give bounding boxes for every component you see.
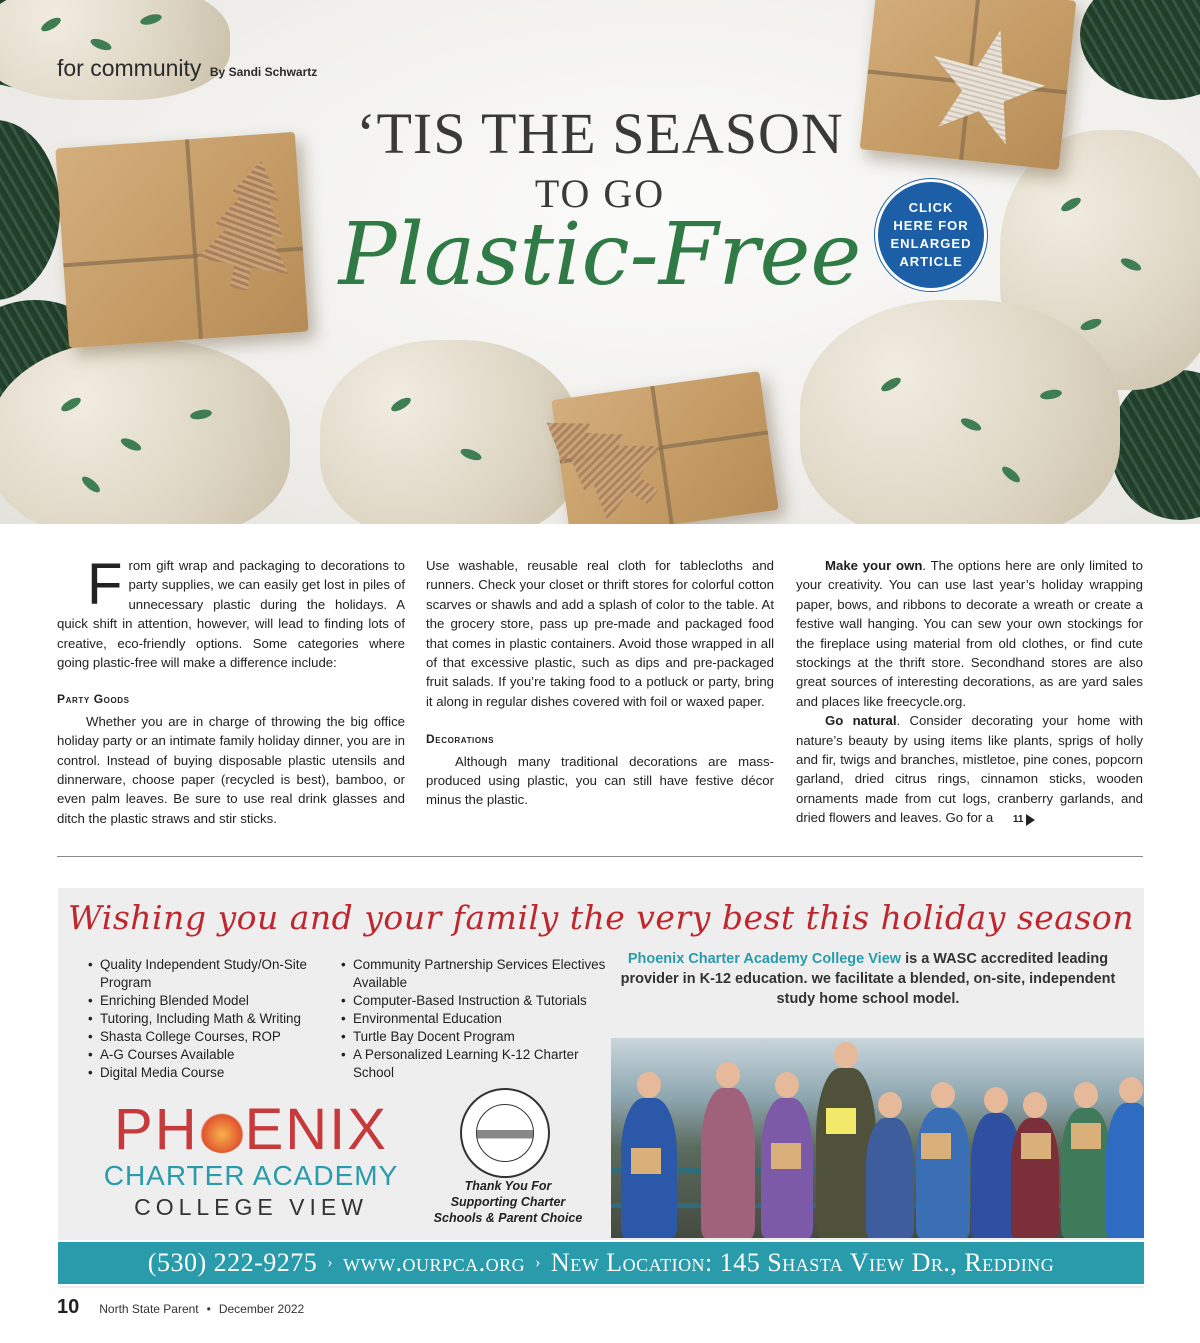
page-number: 10 xyxy=(57,1296,80,1318)
wasc-seal-icon xyxy=(460,1088,550,1178)
publication-name: North State Parent xyxy=(99,1302,199,1316)
ad-headline: Wishing you and your family the very best this holiday season xyxy=(67,898,1135,937)
student-figure xyxy=(701,1088,755,1238)
student-figure xyxy=(866,1118,914,1238)
ad-contact-bar xyxy=(58,1240,1144,1286)
article-title-line3: Plastic-Free xyxy=(338,205,862,305)
students-photo xyxy=(611,1038,1144,1238)
subheading-party-goods: Party Goods xyxy=(57,692,130,707)
pine-branch-decoration xyxy=(0,120,60,300)
article-column-1 xyxy=(57,552,405,828)
article-column-3 xyxy=(796,556,1143,830)
list-item: • Community Partnership Services Electives Available xyxy=(341,956,611,992)
ad-brand-name: Phoenix Charter Academy College View xyxy=(627,951,902,967)
issue-date: December 2022 xyxy=(218,1302,305,1316)
section-divider xyxy=(57,856,1143,857)
advertisement[interactable] xyxy=(58,888,1144,1288)
article-intro: rom gift wrap and packaging to decorations to party supplies, we can easily get lost in piles of unnecessary plastic during the holidays. A quick shift in attention, however, will lead to finding lots of creative, eco-friendly options. Some categories where going plastic-free will make a difference include: xyxy=(57,558,405,671)
enlarge-article-button[interactable] xyxy=(875,179,987,291)
student-figure xyxy=(916,1108,970,1238)
ad-website[interactable]: www.ourpca.org xyxy=(343,1248,526,1277)
logo-campus: COLLEGE VIEW xyxy=(134,1194,368,1220)
article-paragraph: Whether you are in charge of throwing the big office holiday party or an intimate family holiday dinner, you are in control. Instead of buying disposable plastic utensils and dinnerware, choose paper (recycled is best), bamboo, or even palm leaves. Be sure to use real drink glasses and ditch the plastic straws and stir sticks. xyxy=(57,713,405,826)
list-item: • Computer-Based Instruction & Tutorials xyxy=(341,992,611,1010)
phoenix-bird-icon xyxy=(199,1107,245,1153)
page-footer xyxy=(57,1296,304,1319)
ad-feature-list xyxy=(341,956,611,1082)
separator: › xyxy=(535,1254,541,1271)
logo-text: PH xyxy=(114,1097,199,1162)
article-column-2 xyxy=(426,556,774,810)
section-name: for community xyxy=(57,55,202,81)
subheading-decorations: Decorations xyxy=(426,732,495,747)
linen-gift-bag xyxy=(320,340,580,524)
article-title-line2: TO GO xyxy=(534,171,666,216)
article-title-line1: ‘TIS THE SEASON xyxy=(356,101,844,166)
list-item: • Enriching Blended Model xyxy=(88,992,328,1010)
ad-description xyxy=(618,949,1118,1009)
list-item: • Turtle Bay Docent Program xyxy=(341,1028,611,1046)
byline: By Sandi Schwartz xyxy=(209,65,318,79)
list-item: • A Personalized Learning K-12 Charter School xyxy=(341,1046,611,1082)
list-item: • Quality Independent Study/On-Site Program xyxy=(88,956,328,992)
drop-cap: F xyxy=(87,552,123,617)
separator: › xyxy=(327,1254,334,1271)
list-item: • Digital Media Course xyxy=(88,1064,328,1082)
article-paragraph: . The options here are only limited to your creativity. You can use last year’s holiday wrapping paper, bows, and ribbons to decorate a wreath or create a festive wall hanging. You can sew your own stockings for the fireplace using material from old clothes, or find cute stockings at the thrift store. Secondhand stores are also great sources of interesting decorations, as are yard sales and places like freecycle.org. xyxy=(796,558,1144,709)
linen-gift-bag xyxy=(0,340,290,524)
list-item: • Environmental Education xyxy=(341,1010,611,1028)
article-paragraph: . Consider decorating your home with nature’s beauty by using items like plants, sprigs of holly and fir, twigs and branches, mistletoe, pine cones, popcorn garland, dried citrus rings, cinnamon sticks, wooden ornaments made from cut logs, cranberry garlands, and dried flowers and leaves. Go for a xyxy=(796,713,1143,826)
ad-description-text: is a WASC accredited leading provider in K-12 education. we facilitate a blended, on-site, independent study home school model. xyxy=(620,951,1116,1007)
logo-subtitle: CHARTER ACADEMY xyxy=(103,1160,399,1191)
article-paragraph: Although many traditional decorations are mass-produced using plastic, you can still have festive décor minus the plastic. xyxy=(426,753,774,808)
section-tag xyxy=(57,55,317,82)
ad-location: New Location: 145 Shasta View Dr., Redding xyxy=(550,1248,1055,1277)
pine-branch-decoration xyxy=(1080,0,1200,100)
continued-page-number: 11 xyxy=(1012,814,1024,826)
arrow-right-icon xyxy=(1026,814,1035,826)
pine-branch-decoration xyxy=(1110,370,1200,520)
ad-phone[interactable]: (530) 222-9275 xyxy=(147,1248,318,1277)
linen-gift-bag xyxy=(800,300,1120,524)
student-figure xyxy=(1106,1103,1144,1238)
paragraph-lead: Make your own xyxy=(825,558,923,573)
hero-photo xyxy=(0,0,1200,524)
logo-text: ENIX xyxy=(244,1097,388,1162)
linen-gift-bag xyxy=(0,0,230,100)
enlarge-article-label: CLICK HERE FOR ENLARGED ARTICLE xyxy=(890,200,972,269)
seal-caption: Thank You For Supporting Charter Schools & Parent Choice xyxy=(433,1179,583,1225)
continued-link[interactable] xyxy=(1013,814,1036,825)
footer-separator: • xyxy=(206,1302,211,1316)
ad-feature-list xyxy=(88,956,328,1082)
list-item: • Shasta College Courses, ROP xyxy=(88,1028,328,1046)
article-paragraph: Use washable, reusable real cloth for tablecloths and runners. Check your closet or thrift stores for colorful cotton scarves or shawls and add a splash of color to the table. At the grocery store, pass up pre-made and packaged food that comes in plastic containers. Avoid those wrapped in all of that excessive plastic, such as dips and pre-packaged fruit salads. If you’re taking food to a potluck or party, bring it along in regular dishes covered with foil or waxed paper. xyxy=(426,558,774,709)
list-item: • Tutoring, Including Math & Writing xyxy=(88,1010,328,1028)
list-item: • A-G Courses Available xyxy=(88,1046,328,1064)
paragraph-lead: Go natural xyxy=(825,713,897,729)
phoenix-logo xyxy=(94,1097,408,1222)
